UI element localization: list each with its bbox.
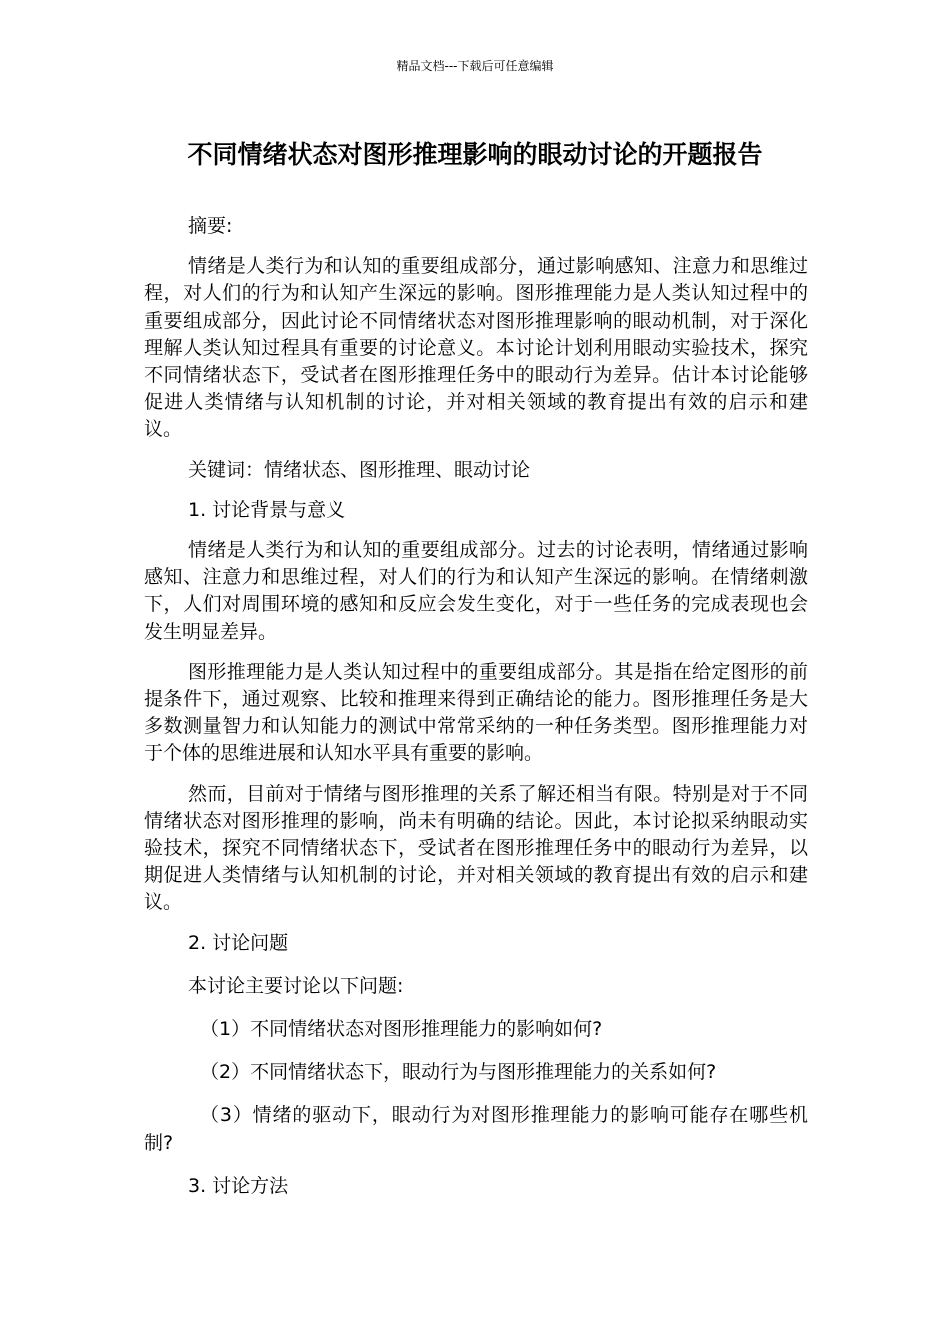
page-header: 精品文档---下载后可任意编辑	[396, 59, 554, 73]
section-heading: 2. 讨论问题	[188, 931, 289, 954]
document-body	[144, 213, 808, 1213]
body-paragraph: 情绪是人类行为和认知的重要组成部分。过去的讨论表明，情绪通过影响感知、注意力和思维过程，对人们的行为和认知产生深远的影响。在情绪刺激下，人们对周围环境的感知和反应会发生变化，对于一些任务的完成表现也会发生明显差异。	[144, 539, 808, 643]
question-item: （3）情绪的驱动下，眼动行为对图形推理能力的影响可能存在哪些机制?	[144, 1104, 808, 1154]
body-paragraph: 然而，目前对于情绪与图形推理的关系了解还相当有限。特别是对于不同情绪状态对图形推理的影响，尚未有明确的结论。因此，本讨论拟采纳眼动实验技术，探究不同情绪状态下，受试者在图形推理任务中的眼动行为差异，以期促进人类情绪与认知机制的讨论，并对相关领域的教育提出有效的启示和建议。	[144, 782, 808, 914]
body-paragraph: 本讨论主要讨论以下问题:	[188, 974, 404, 997]
document-title: 不同情绪状态对图形推理影响的眼动讨论的开题报告	[187, 140, 763, 169]
abstract-paragraph: 情绪是人类行为和认知的重要组成部分，通过影响感知、注意力和思维过程，对人们的行为和认知产生深远的影响。图形推理能力是人类认知过程中的重要组成部分，因此讨论不同情绪状态对图形推理影响的眼动机制，对于深化理解人类认知过程具有重要的讨论意义。本讨论计划利用眼动实验技术，探究不同情绪状态下，受试者在图形推理任务中的眼动行为差异。估计本讨论能够促进人类情绪与认知机制的讨论，并对相关领域的教育提出有效的启示和建议。	[144, 255, 808, 441]
abstract-label: 摘要:	[188, 215, 233, 237]
question-item: （2）不同情绪状态下，眼动行为与图形推理能力的关系如何?	[200, 1061, 717, 1084]
section-heading: 3. 讨论方法	[188, 1174, 289, 1197]
section-heading: 1. 讨论背景与意义	[188, 498, 346, 521]
body-paragraph: 图形推理能力是人类认知过程中的重要组成部分。其是指在给定图形的前提条件下，通过观察、比较和推理来得到正确结论的能力。图形推理任务是大多数测量智力和认知能力的测试中常常采纳的一种任务类型。图形推理能力对于个体的思维进展和认知水平具有重要的影响。	[144, 660, 808, 765]
keywords-line: 关键词：情绪状态、图形推理、眼动讨论	[188, 458, 531, 481]
question-item: （1）不同情绪状态对图形推理能力的影响如何?	[200, 1018, 603, 1041]
